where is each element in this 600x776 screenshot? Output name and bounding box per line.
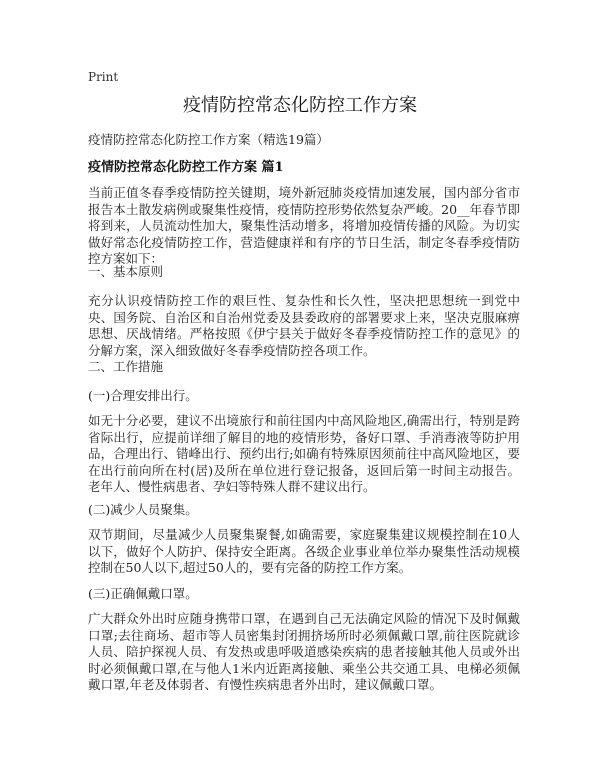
measure-1-title: (一)合理安排出行。 bbox=[88, 388, 198, 403]
document-subtitle: 疫情防控常态化防控工作方案（精选19篇） bbox=[88, 132, 329, 147]
measure-3-title: (三)正确佩戴口罩。 bbox=[88, 586, 198, 601]
document-title: 疫情防控常态化防控工作方案 bbox=[183, 95, 417, 116]
measure-1-paragraph: 如无十分必要，建议不出境旅行和前往国内中高风险地区,确需出行，特别是跨省际出行，应提前详细了解目的地的疫情形势，备好口罩、手消毒液等防护用品，合理出行、错峰出行、预约出行;如确有特殊原因须前往中高风险地区，要在出行前向所在村(居)及所在单位进行登记报备，返回后第一时间主动报告。老年人、慢性病患者、孕妇等特殊人群不建议出行。 bbox=[88, 413, 520, 494]
print-link[interactable]: Print bbox=[88, 70, 119, 84]
heading-work-measures: 二、工作措施 bbox=[88, 359, 164, 374]
measure-3-paragraph: 广大群众外出时应随身携带口罩，在遇到自己无法确定风险的情况下及时佩戴口罩;去往商场、超市等人员密集封闭拥挤场所时必须佩戴口罩,前往医院就诊人员、陪护探视人员、有发热或患呼吸道感染疾病的患者接触其他人员或外出时必须佩戴口罩,在与他人1米内近距离接触、乘坐公共交通工具、电梯必须佩戴口罩,年老及体弱者、有慢性疾病患者外出时，建议佩戴口罩。 bbox=[88, 611, 520, 692]
measure-2-paragraph: 双节期间，尽量减少人员聚集聚餐,如确需要，家庭聚集建议规模控制在10人以下，做好个人防护、保持安全距离。各级企业事业单位举办聚集性活动规模控制在50人以下,超过50人的，要有完备的防控工作方案。 bbox=[88, 527, 520, 575]
principles-paragraph: 充分认识疫情防控工作的艰巨性、复杂性和长久性，坚决把思想统一到党中央、国务院、自治区和自治州党委及县委政府的部署要求上来，坚决克服麻痹思想、厌战情绪。严格按照《伊宁县关于做好冬春季疫情防控工作的意见》的分解方案，深入细致做好冬春季疫情防控各项工作。 bbox=[88, 293, 520, 358]
intro-paragraph: 当前正值冬春季疫情防控关键期，境外新冠肺炎疫情加速发展，国内部分省市报告本土散发病例或聚集性疫情，疫情防控形势依然复杂严峻。20__年春节即将到来，人员流动性加大，聚集性活动增多，将增加疫情传播的风险。为切实做好常态化疫情防控工作，营造健康祥和有序的节日生活，制定冬春季疫情防控方案如下： bbox=[88, 185, 520, 266]
section-title: 疫情防控常态化防控工作方案 篇1 bbox=[88, 160, 284, 175]
measure-2-title: (二)减少人员聚集。 bbox=[88, 502, 198, 517]
heading-basic-principles: 一、基本原则 bbox=[88, 264, 164, 279]
